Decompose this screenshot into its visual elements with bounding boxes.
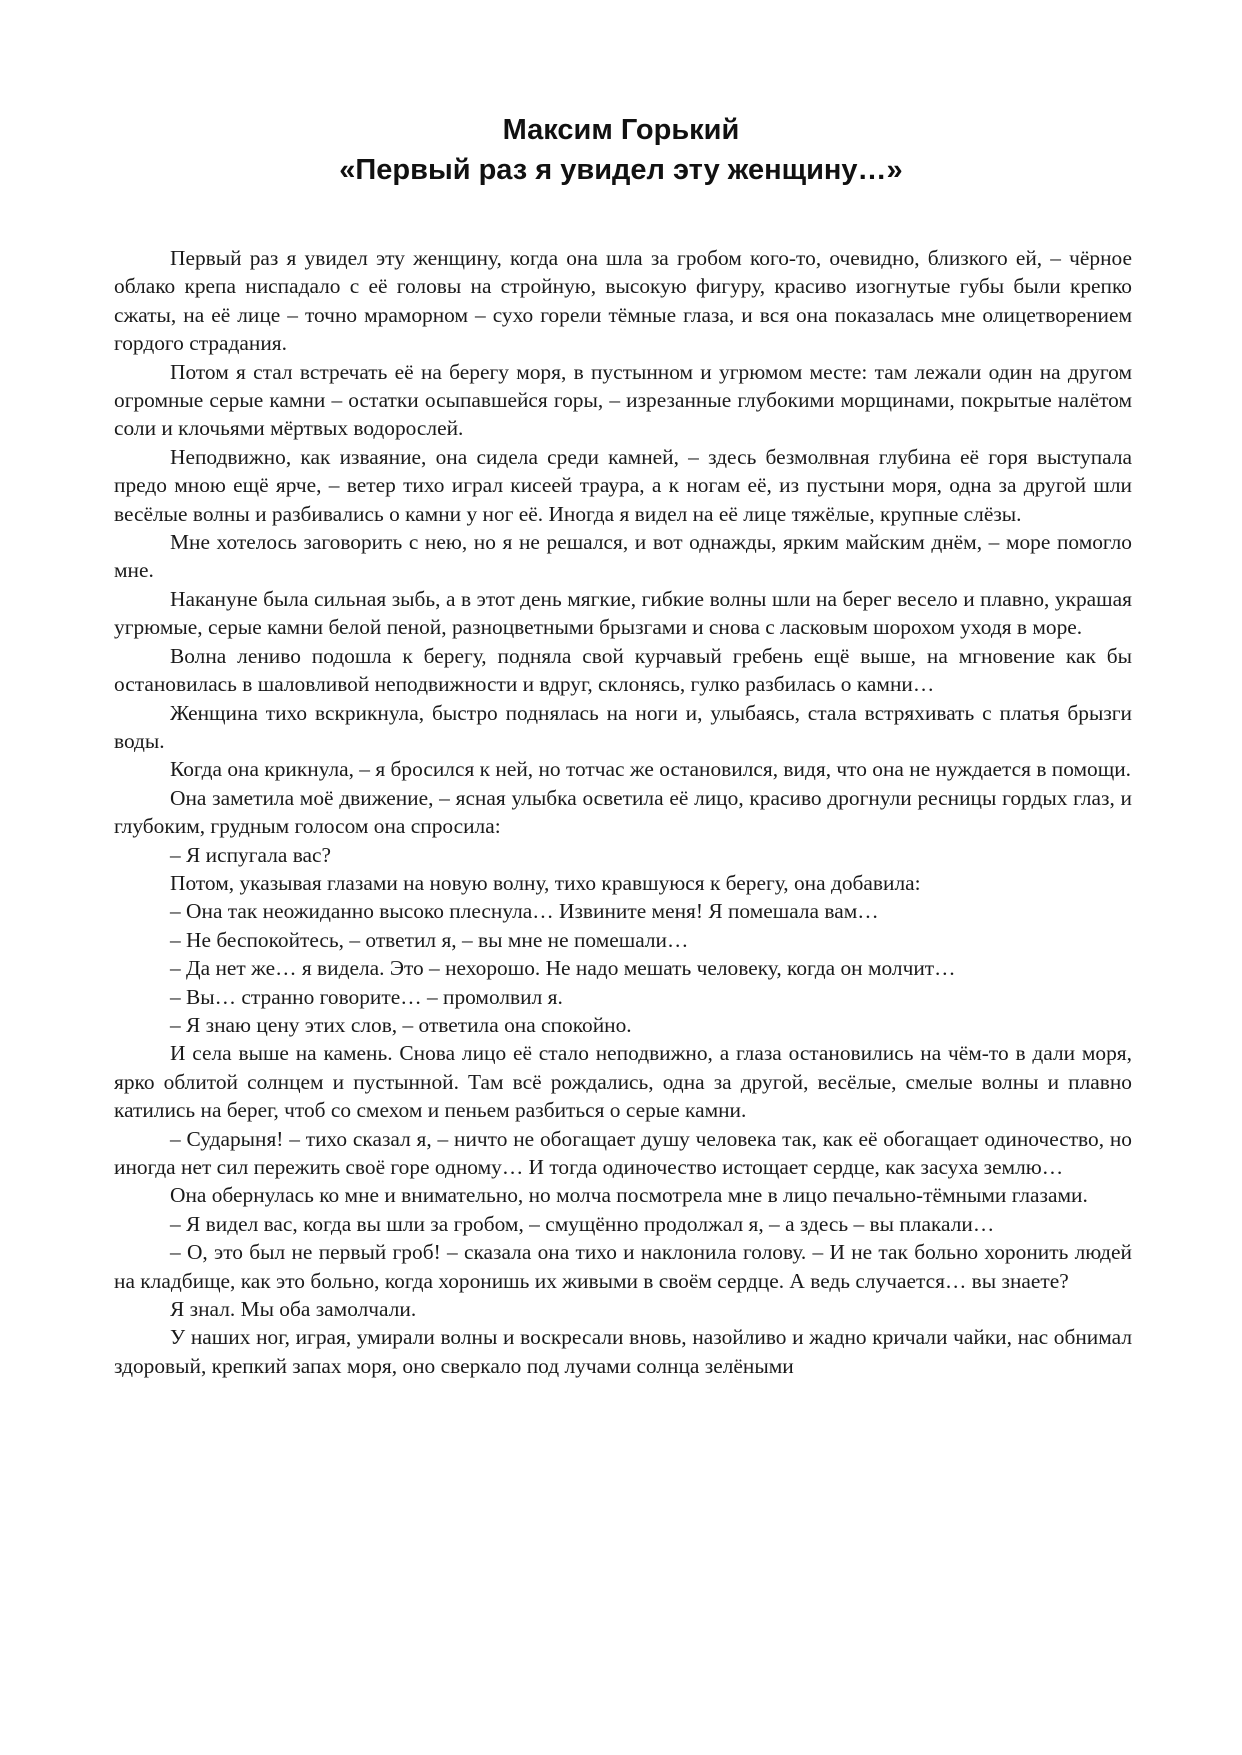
paragraph: Когда она крикнула, – я бросился к ней, но тотчас же остановился, видя, что она не нуждается в помощи. [170, 757, 1132, 782]
dialogue-line: – Не беспокойтесь, – ответил я, – вы мне не помешали… [170, 927, 689, 952]
paragraph: Она обернулась ко мне и внимательно, но молча посмотрела мне в лицо печально-тёмными глазами. [170, 1183, 1088, 1208]
dialogue-line: – Сударыня! – тихо сказал я, – ничто не обогащает душу человека так, как её обогащает одиночество, но иногда нет сил пережить своё горе одному… И тогда одиночество истощает сердце, как засуха землю… [114, 1126, 1132, 1179]
author-name: Максим Горький [502, 114, 740, 146]
dialogue-line: – Вы… странно говорите… – промолвил я. [170, 984, 563, 1009]
dialogue-line: – Она так неожиданно высоко плеснула… Извините меня! Я помешала вам… [170, 899, 879, 924]
paragraph: Потом я стал встречать её на берегу моря, в пустынном и угрюмом месте: там лежали один на другом огромные серые камни – остатки осыпавшейся горы, – изрезанные глубокими морщинами, покрытые налётом соли и клочьями мёртвых водорослей. [114, 359, 1132, 441]
dialogue-line: – Я знаю цену этих слов, – ответила она спокойно. [170, 1012, 632, 1037]
story-body [114, 244, 1132, 1380]
dialogue-line: – Я испугала вас? [170, 842, 332, 867]
paragraph: Она заметила моё движение, – ясная улыбка осветила её лицо, красиво дрогнули ресницы гордых глаз, и глубоким, грудным голосом она спросила: [114, 785, 1132, 839]
paragraph: Неподвижно, как изваяние, она сидела среди камней, – здесь безмолвная глубина её горя выступала предо мною ещё ярче, – ветер тихо играл кисеей траура, а к ногам её, из пустыни моря, одна за другой шли весёлые волны и разбивались о камни у ног её. Иногда я видел на её лице тяжёлые, крупные слёзы. [114, 444, 1132, 526]
paragraph: Мне хотелось заговорить с нею, но я не решался, и вот однажды, ярким майским днём, – море помогло мне. [114, 530, 1132, 583]
story-title: «Первый раз я увидел эту женщину…» [339, 154, 903, 186]
paragraph: Я знал. Мы оба замолчали. [170, 1297, 417, 1322]
dialogue-line: – Я видел вас, когда вы шли за гробом, – смущённо продолжал я, – а здесь – вы плакали… [170, 1211, 995, 1236]
paragraph: У наших ног, играя, умирали волны и воскресали вновь, назойливо и жадно кричали чайки, нас обнимал здоровый, крепкий запах моря, оно сверкало под лучами солнца зелёными [114, 1325, 1132, 1378]
paragraph: И села выше на камень. Снова лицо её стало неподвижно, а глаза остановились на чём-то в дали моря, ярко облитой солнцем и пустынной. Там всё рождались, одна за другой, весёлые, смелые волны и плавно катились на берег, чтоб со смехом и пеньем разбиться о серые камни. [114, 1041, 1132, 1123]
dialogue-line: – Да нет же… я видела. Это – нехорошо. Не надо мешать человеку, когда он молчит… [170, 956, 956, 981]
paragraph: Первый раз я увидел эту женщину, когда она шла за гробом кого-то, очевидно, близкого ей, – чёрное облако крепа ниспадало с её головы на стройную, высокую фигуру, красиво изогнутые губы были крепко сжаты, на её лице – точно мраморном – сухо горели тёмные глаза, и вся она показалась мне олицетворением гордого страдания. [114, 246, 1132, 356]
paragraph: Волна лениво подошла к берегу, подняла свой курчавый гребень ещё выше, на мгновение как бы остановилась в шаловливой неподвижности и вдруг, склонясь, гулко разбилась о камни… [114, 643, 1132, 697]
dialogue-line: – О, это был не первый гроб! – сказала она тихо и наклонила голову. – И не так больно хоронить людей на кладбище, как это больно, когда хоронишь их живыми в своём сердце. А ведь случается… вы знаете? [114, 1240, 1132, 1293]
paragraph: Женщина тихо вскрикнула, быстро поднялась на ноги и, улыбаясь, стала встряхивать с платья брызги воды. [114, 700, 1132, 753]
paragraph: Накануне была сильная зыбь, а в этот день мягкие, гибкие волны шли на берег весело и плавно, украшая угрюмые, серые камни белой пеной, разноцветными брызгами и снова с ласковым шорохом уходя в море. [114, 586, 1132, 640]
paragraph: Потом, указывая глазами на новую волну, тихо кравшуюся к берегу, она добавила: [170, 870, 921, 895]
title-block [0, 110, 1242, 190]
